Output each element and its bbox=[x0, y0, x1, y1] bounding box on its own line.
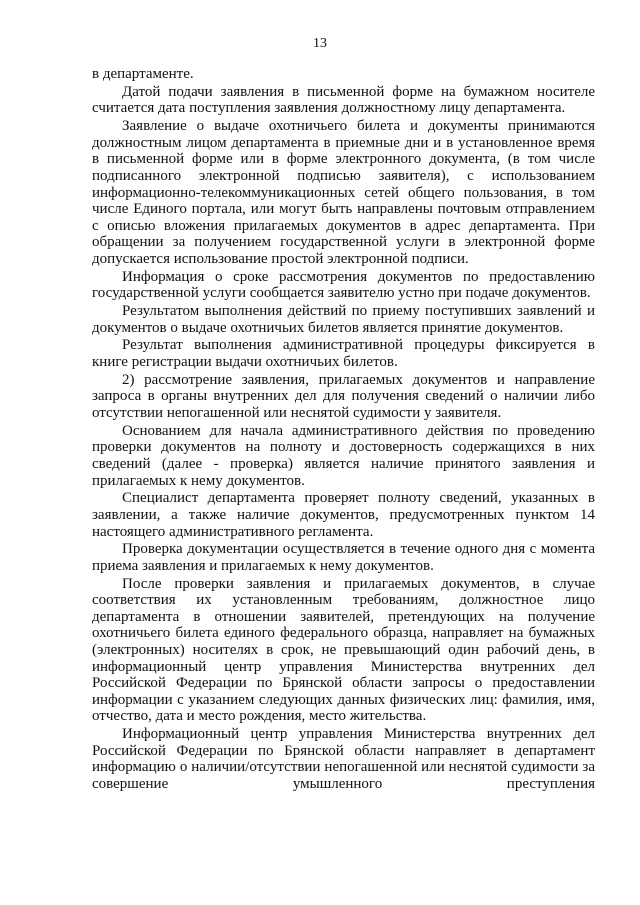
paragraph-11: После проверки заявления и прилагаемых документов, в случае соответствия их установленным требованиям, должностное лицо департамента в отношении заявителей, претендующих на получение охотничьего билета единого федерального образца, направляет на бумажных (электронных) носителях в срок, не превышающий один рабочий день, в информационный центр управления Министерства внутренних дел Российской Федерации по Брянской области запросы о предоставлении информации с указанием следующих данных физических лиц: фамилия, имя, отчество, дата и место рождения, место жительства. bbox=[92, 575, 595, 725]
paragraph-1: в департаменте. bbox=[92, 66, 194, 82]
paragraph-10: Проверка документации осуществляется в течение одного дня с момента приема заявления и прилагаемых к нему документов. bbox=[92, 541, 595, 574]
paragraph-7: 2) рассмотрение заявления, прилагаемых документов и направление запроса в органы внутренних дел для получения сведений о наличии либо отсутствии непогашенной или неснятой судимости у заявителя. bbox=[92, 371, 595, 421]
paragraph-4: Информация о сроке рассмотрения документов по предоставлению государственной услуги сообщается заявителю устно при подаче документов. bbox=[92, 268, 595, 302]
document-body bbox=[92, 66, 595, 794]
paragraph-3: Заявление о выдаче охотничьего билета и документы принимаются должностным лицом департамента в приемные дни и в установленное время в письменной форме или в форме электронного документа, (в том числе подписанного электронной подписью заявителя), с использованием информационно-телекоммуникационных сетей общего пользования, в том числе Единого портала, или могут быть направлены почтовым отправлением с описью вложения прилагаемых документов в адрес департамента. При обращении за получением государственной услуги в электронной форме допускается использование простой электронной подписи. bbox=[92, 118, 595, 267]
paragraph-2: Датой подачи заявления в письменной форме на бумажном носителе считается дата поступления заявления должностному лицу департамента. bbox=[92, 83, 595, 117]
paragraph-6: Результат выполнения административной процедуры фиксируется в книге регистрации выдачи охотничьих билетов. bbox=[92, 337, 595, 371]
paragraph-5: Результатом выполнения действий по приему поступивших заявлений и документов о выдаче охотничьих билетов является принятие документов. bbox=[92, 303, 595, 336]
paragraph-9: Специалист департамента проверяет полноту сведений, указанных в заявлении, а также наличие документов, предусмотренных пунктом 14 настоящего административного регламента. bbox=[92, 490, 595, 540]
paragraph-8: Основанием для начала административного действия по проведению проверки документов на полноту и достоверность содержащихся в них сведений (далее - проверка) является наличие принятого заявления и прилагаемых к нему документов. bbox=[92, 422, 595, 489]
paragraph-12: Информационный центр управления Министерства внутренних дел Российской Федерации по Брянской области направляет в департамент информацию о наличии/отсутствии непогашенной или неснятой судимости за совершение умышленного преступления bbox=[92, 726, 595, 792]
page-number: 13 bbox=[313, 36, 327, 51]
